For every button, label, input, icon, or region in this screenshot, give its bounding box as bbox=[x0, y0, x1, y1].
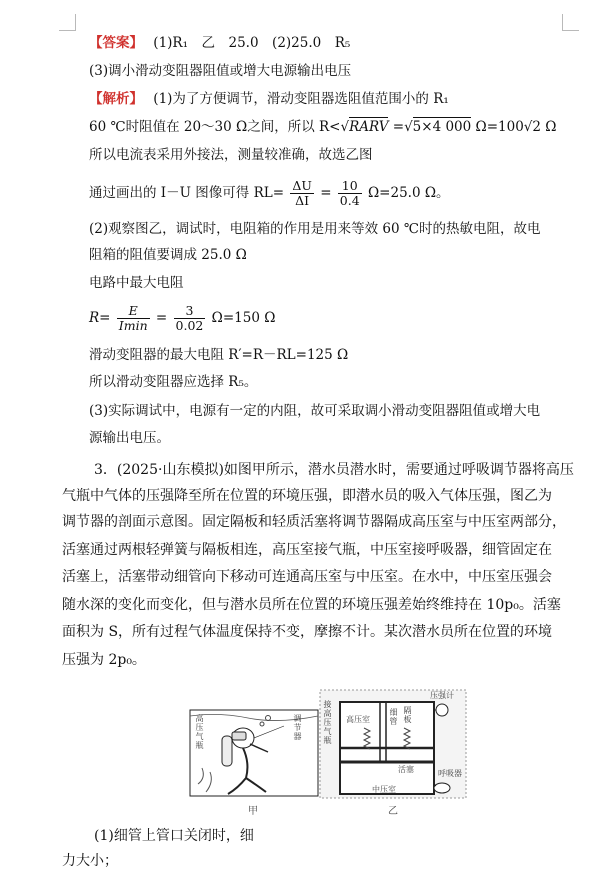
problem-line-7: 面积为 S，所有过程气体温度保持不变，摩擦不计。某次潜水员所在位置的环境 bbox=[62, 624, 553, 640]
fraction-10-04 bbox=[338, 179, 362, 208]
figure-a-caption: 甲 bbox=[248, 806, 258, 817]
analysis-p2-pre: 60 ℃时阻值在 20～30 Ω之间，所以 R< bbox=[89, 119, 341, 135]
fraction-du-di bbox=[290, 179, 314, 208]
problem-line-4: 活塞通过两根轻弹簧与隔板相连，高压室接气瓶，中压室接呼吸器，细管固定在 bbox=[62, 542, 552, 558]
frac-num: 3 bbox=[174, 304, 206, 319]
problem-line-8: 压强为 2p₀。 bbox=[62, 652, 146, 668]
analysis-line-8 bbox=[89, 302, 275, 334]
analysis-line-10: 所以滑动变阻器应选择 R₅。 bbox=[89, 374, 258, 390]
figure-diver bbox=[188, 708, 320, 817]
problem-line-1: 3．(2025·山东模拟)如图甲所示，潜水员潜水时，需要通过呼吸调节器将高压 bbox=[94, 462, 574, 478]
label-piston: 活塞 bbox=[398, 765, 414, 774]
label-partition: 隔板 bbox=[403, 706, 412, 724]
answer-line-3: (3)调小滑动变阻器阻值或增大电源输出电压 bbox=[89, 63, 352, 79]
label-high-pressure-bottle: 高压气瓶 bbox=[195, 714, 204, 750]
frac-den: ΔI bbox=[295, 193, 310, 208]
question-1-line bbox=[94, 826, 254, 846]
analysis-p8-eq: = bbox=[155, 310, 168, 326]
sqrt-sign: √ bbox=[340, 119, 350, 135]
analysis-p2-eq: = bbox=[392, 119, 405, 135]
analysis-line-9: 滑动变阻器的最大电阻 R′=R－RL=125 Ω bbox=[89, 347, 349, 363]
label-inlet: 接高压气瓶 bbox=[323, 700, 332, 745]
sqrt-rarv: RARV bbox=[349, 119, 389, 135]
answer-tag: 【答案】 bbox=[89, 35, 143, 51]
analysis-line-1 bbox=[89, 89, 449, 109]
problem-line-3: 调节器的剖面示意图。固定隔板和轻质活塞将调节器隔成高压室与中压室两部分， bbox=[62, 514, 566, 530]
analysis-line-5: (2)观察图乙，调试时，电阻箱的作用是用来等效 60 ℃时的热敏电阻，故电 bbox=[89, 221, 541, 237]
fraction-e-imin bbox=[117, 304, 150, 333]
analysis-line-4 bbox=[89, 177, 450, 209]
page-corner-mark-left bbox=[59, 14, 76, 31]
analysis-line-11: (3)实际调试中，电源有一定的内阻，故可采取调小滑动变阻器阻值或增大电 bbox=[89, 403, 541, 419]
sqrt-sign-2: √ bbox=[404, 119, 413, 135]
frac-num: ΔU bbox=[292, 178, 312, 193]
analysis-line-7: 电路中最大电阻 bbox=[89, 275, 184, 291]
figure-b-caption: 乙 bbox=[388, 806, 398, 817]
analysis-p2-post: Ω=100√2 Ω bbox=[475, 119, 557, 135]
analysis-p4-post: Ω=25.0 Ω。 bbox=[367, 185, 450, 201]
label-high-chamber: 高压室 bbox=[346, 715, 370, 724]
fraction-3-002 bbox=[174, 304, 206, 333]
analysis-p4-eq: = bbox=[320, 185, 332, 201]
problem-line-5: 活塞上，活塞带动细管向下移动可连通高压室与中压室。在水中，中压室压强会 bbox=[62, 569, 552, 585]
label-regulator: 调节器 bbox=[293, 714, 302, 741]
problem-line-6: 随水深的变化而变化，但与潜水员所在位置的环境压强差始终维持在 10p₀。活塞 bbox=[62, 597, 561, 613]
label-gauge: 压强计 bbox=[430, 691, 454, 700]
analysis-p4-pre: 通过画出的 I－U 图像可得 RL= bbox=[89, 185, 285, 201]
frac-num: E bbox=[117, 304, 150, 319]
analysis-line-12: 源输出电压。 bbox=[89, 430, 170, 446]
frac-den: 0.02 bbox=[175, 318, 204, 333]
frac-den: Imin bbox=[118, 318, 148, 333]
frac-den: 0.4 bbox=[339, 193, 360, 208]
analysis-p1: (1)为了方便调节，滑动变阻器选阻值范围小的 R₁ bbox=[153, 91, 449, 107]
label-mid-chamber: 中压室 bbox=[372, 785, 396, 794]
analysis-tag: 【解析】 bbox=[89, 91, 143, 107]
frac-num: 10 bbox=[338, 179, 362, 194]
answer-text: (1)R₁ 乙 25.0 (2)25.0 R₅ bbox=[153, 35, 351, 51]
analysis-line-3: 所以电流表采用外接法，测量较准确，故选乙图 bbox=[89, 147, 373, 163]
problem-line-2: 气瓶中气体的压强降至所在位置的环境压强，即潜水员的吸入气体压强，图乙为 bbox=[62, 488, 552, 504]
analysis-p8-pre: R= bbox=[89, 310, 111, 326]
answer-line bbox=[89, 33, 350, 53]
analysis-line-2 bbox=[89, 117, 556, 137]
page-corner-mark-right bbox=[562, 14, 579, 31]
question-1-text: (1)细管上管口关闭时，细 bbox=[94, 828, 254, 844]
question-1-line-2: 力大小； bbox=[62, 853, 118, 869]
figure-regulator bbox=[318, 688, 468, 817]
analysis-line-6: 阻箱的阻值要调成 25.0 Ω bbox=[89, 247, 247, 263]
label-tube: 细管 bbox=[389, 708, 398, 726]
label-breather: 呼吸器 bbox=[438, 769, 462, 778]
analysis-p8-post: Ω=150 Ω bbox=[211, 310, 276, 326]
sqrt-value: 5×4 000 bbox=[412, 119, 472, 135]
